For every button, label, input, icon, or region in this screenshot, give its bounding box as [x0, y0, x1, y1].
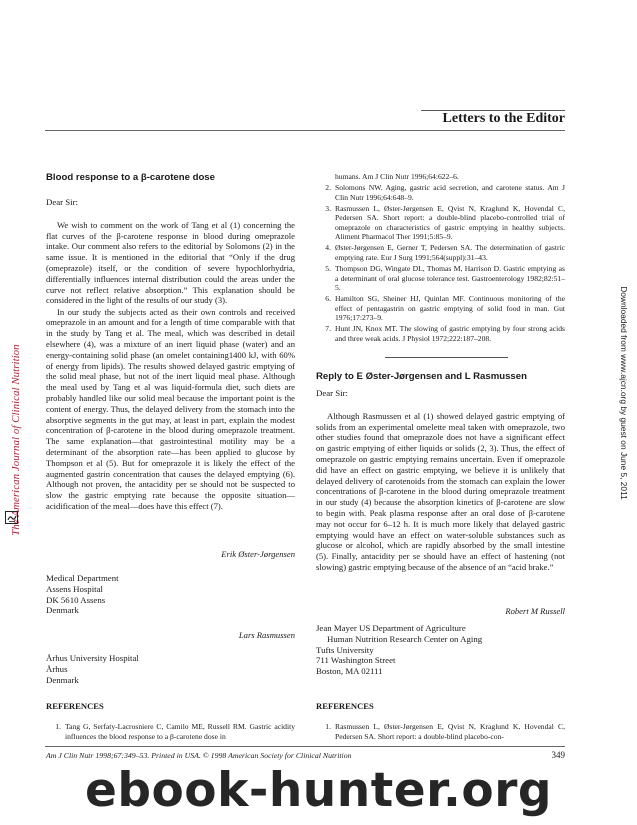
header-bottom-rule: [45, 130, 565, 131]
reference-number: 4.: [325, 243, 331, 253]
reference-item: [316, 294, 565, 323]
reference-text: Hamilton SG, Sheiner HJ, Quinlan MF. Continuous monitoring of the effect of pentagastrin on gastric emptying of solid food in man. Gut 1976;17:273–9.: [335, 294, 565, 323]
address-line: Medical Department: [46, 573, 119, 583]
address-line: Århus: [46, 663, 68, 674]
footer-rule: [45, 746, 565, 747]
letter1-address1: [46, 573, 295, 616]
reference-item: [316, 264, 565, 293]
letter2-body: [316, 371, 565, 573]
reference-item: [316, 243, 565, 262]
references-heading: REFERENCES: [46, 701, 104, 711]
footer-citation: Am J Clin Nutr 1998;67:349–53. Printed in USA. © 1998 American Society for Clinical Nutrition: [46, 751, 352, 760]
address-line: Århus University Hospital: [46, 653, 139, 663]
reference-item: [46, 722, 295, 741]
letter1-paragraph-1: We wish to comment on the work of Tang et al (1) concerning the flat curves of the β-carotene response in blood during omeprazole intake. Our comment also refers to the editorial by Solomons (2) in the same issue. It is mentioned in the editorial that “Only if the drug (omeprazole) itself, or the condition of severe hypochlorhydria, differentially influences internal distribution could the areas under the curve not reflect relative absorption.” This explanation should be considered in the light of the results of our study (3).: [46, 219, 295, 306]
reference-number: 1.: [325, 722, 331, 731]
reference-text: Hunt JN, Knox MT. The slowing of gastric emptying by four strong acids and three weak acids. J Physiol 1972;222:187–208.: [335, 324, 565, 343]
letter2-paragraph: Although Rasmussen et al (1) showed delayed gastric emptying of solids from an experimental omelette meal taken with omeprazole, two other studies found that omeprazole does not have a significant effect on gastric emptying of either liquids or solids (2, 3). Thus, the effect of omeprazole on gastric emptying remains uncertain. Even if omeprazole did have an effect on gastric emptying, we believe it is unlikely that delayed delivery of carotenoids from the stomach can explain the lower concentrations of β-carotene in the blood during omeprazole treatment in our study (4) because the absorption kinetics of β-carotene are slow to begin with. Peak plasma response after an oral dose of β-carotene may not occur for 6–12 h. It is much more likely that delayed gastric emptying would have an effect on water-soluble substances such as glucose or alcohol, which are rapidly absorbed by the small intestine (5). Finally, antacidity per se should have an effect of hastening (not slowing) gastric emptying because of the absence of an “acid brake.”: [316, 410, 565, 572]
journal-sidebar-title: [10, 344, 22, 535]
reference-item: [316, 183, 565, 202]
letter2-salutation: Dear Sir:: [316, 388, 349, 398]
address-line: Human Nutrition Research Center on Aging: [327, 633, 483, 644]
reference-text: Solomons NW. Aging, gastric acid secretion, and carotene status. Am J Clin Nutr 1996;64:648–9.: [335, 182, 565, 202]
reference-text: humans. Am J Clin Nutr 1996;64:622–6.: [335, 172, 459, 181]
author-name: Robert M Russell: [505, 606, 565, 616]
reference-item: [316, 324, 565, 343]
address-line: Tufts University: [316, 644, 374, 655]
reference-text: Rasmussen L, Øster-Jørgensen E, Qvist N, Kraglund K, Hovendal C, Pedersen SA. Short report: a double-blind placebo-con-: [335, 722, 565, 741]
letter2-references-heading: [316, 701, 565, 711]
letter2-title: Reply to E Øster-Jørgensen and L Rasmussen: [316, 371, 527, 382]
letter2-author: [316, 606, 565, 616]
watermark-text: ebook-hunter.org: [84, 763, 553, 818]
reference-number: 5.: [325, 263, 331, 273]
reference-item: [316, 722, 565, 741]
letter1-references-left: [46, 722, 295, 743]
download-note: [619, 286, 629, 500]
journal-vertical-text: The American Journal of Clinical Nutrition: [10, 344, 22, 536]
reference-item: [316, 204, 565, 242]
journal-logo-icon: [5, 511, 18, 524]
address-line: 711 Washington Street: [316, 655, 396, 666]
download-note-text: Downloaded from www.ajcn.org by guest on June 5, 2011: [619, 286, 629, 500]
author1-name: Erik Øster-Jørgensen: [221, 549, 295, 559]
letter1-paragraph-2: In our study the subjects acted as their own controls and received omeprazole in an amount and for a length of time comparable with that in the study by Tang et al. The meal, which was described in detail elsewhere (4), was a mixture of an inert liquid phase (water) and an energy-containing solid phase (an omelet containing1400 kJ, with 60% of energy from lipids). The results showed delayed gastric emptying of the solid meal phase, but not of the inert liquid meal phase. Although the meal used by Tang et al was liquid-formula diet, such diets are probably handled like our solid meal because the important point is the content of energy. Thus, the delayed delivery from the stomach into the absorptive segments in the gut may, at least in part, explain the modest concentration of β-carotene in the blood during omeprazole treatment. The same explanation—that gastrointestinal motility may be a determinant of the absorption rate—has been applied to glucose by Thompson et al (5). But for omeprazole it is likely the effect of the augmented gastrin concentration that causes the delayed emptying (6). Although not proven, the antacidity per se should not be suspected to slow the gastric emptying rate because the opposite situation—acidification of the meal—does have this effect (7).: [46, 306, 295, 512]
letter1-title: Blood response to a β-carotene dose: [46, 172, 215, 183]
reference-number: 2.: [325, 182, 331, 192]
letter1-author1: [46, 549, 295, 559]
address-line: Jean Mayer US Department of Agriculture: [316, 623, 466, 633]
references-heading: REFERENCES: [316, 701, 374, 711]
reference-number: [316, 172, 335, 182]
author2-name: Lars Rasmussen: [238, 630, 295, 640]
letter1-address2: [46, 653, 295, 685]
reference-item: [316, 172, 565, 182]
left-column: [46, 172, 295, 512]
reference-number: 3.: [325, 203, 331, 213]
letter1-references-heading: [46, 701, 295, 711]
page-number: 349: [551, 750, 565, 760]
address-line: DK 5610 Assens: [46, 594, 106, 605]
reference-number: 1.: [55, 722, 61, 731]
reference-number: 7.: [325, 324, 331, 334]
address-line: Assens Hospital: [46, 583, 103, 594]
reference-text: Øster-Jørgensen E, Gerner T, Pedersen SA. The determination of gastric emptying rate. Eur J Surg 1991;564(suppl):31–43.: [335, 243, 565, 262]
letter2-address: [316, 623, 565, 677]
address-line: Boston, MA 02111: [316, 666, 383, 677]
reference-number: 6.: [325, 294, 331, 304]
address-line: Denmark: [46, 605, 79, 616]
letter1-salutation: Dear Sir:: [46, 197, 79, 207]
letter1-references-right: [316, 172, 565, 345]
reference-text: Thompson DG, Wingate DL, Thomas M, Harrison D. Gastric emptying as a determinant of oral glucose tolerance test. Gastroenterology 1982;82:51–5.: [335, 263, 565, 293]
letter2-references: [316, 722, 565, 743]
reference-text: Rasmussen L, Øster-Jørgensen E, Qvist N, Kraglund K, Hovendal C, Pedersen SA. Short report: a double-blind placebo-controlled trial of omeprazole on characteristics of gastric emptying in healthy subjects. Aliment Pharmacol Ther 1991;5:85–9.: [335, 203, 565, 242]
section-title: Letters to the Editor: [442, 111, 565, 126]
reference-text: Tang G, Serfaty-Lacrosniere C, Camilo ME, Russell RM. Gastric acidity influences the blood response to a β-carotene dose in: [65, 722, 295, 741]
letters-divider: [385, 357, 508, 358]
letter1-author2: [46, 630, 295, 640]
address-line: Denmark: [46, 674, 79, 685]
